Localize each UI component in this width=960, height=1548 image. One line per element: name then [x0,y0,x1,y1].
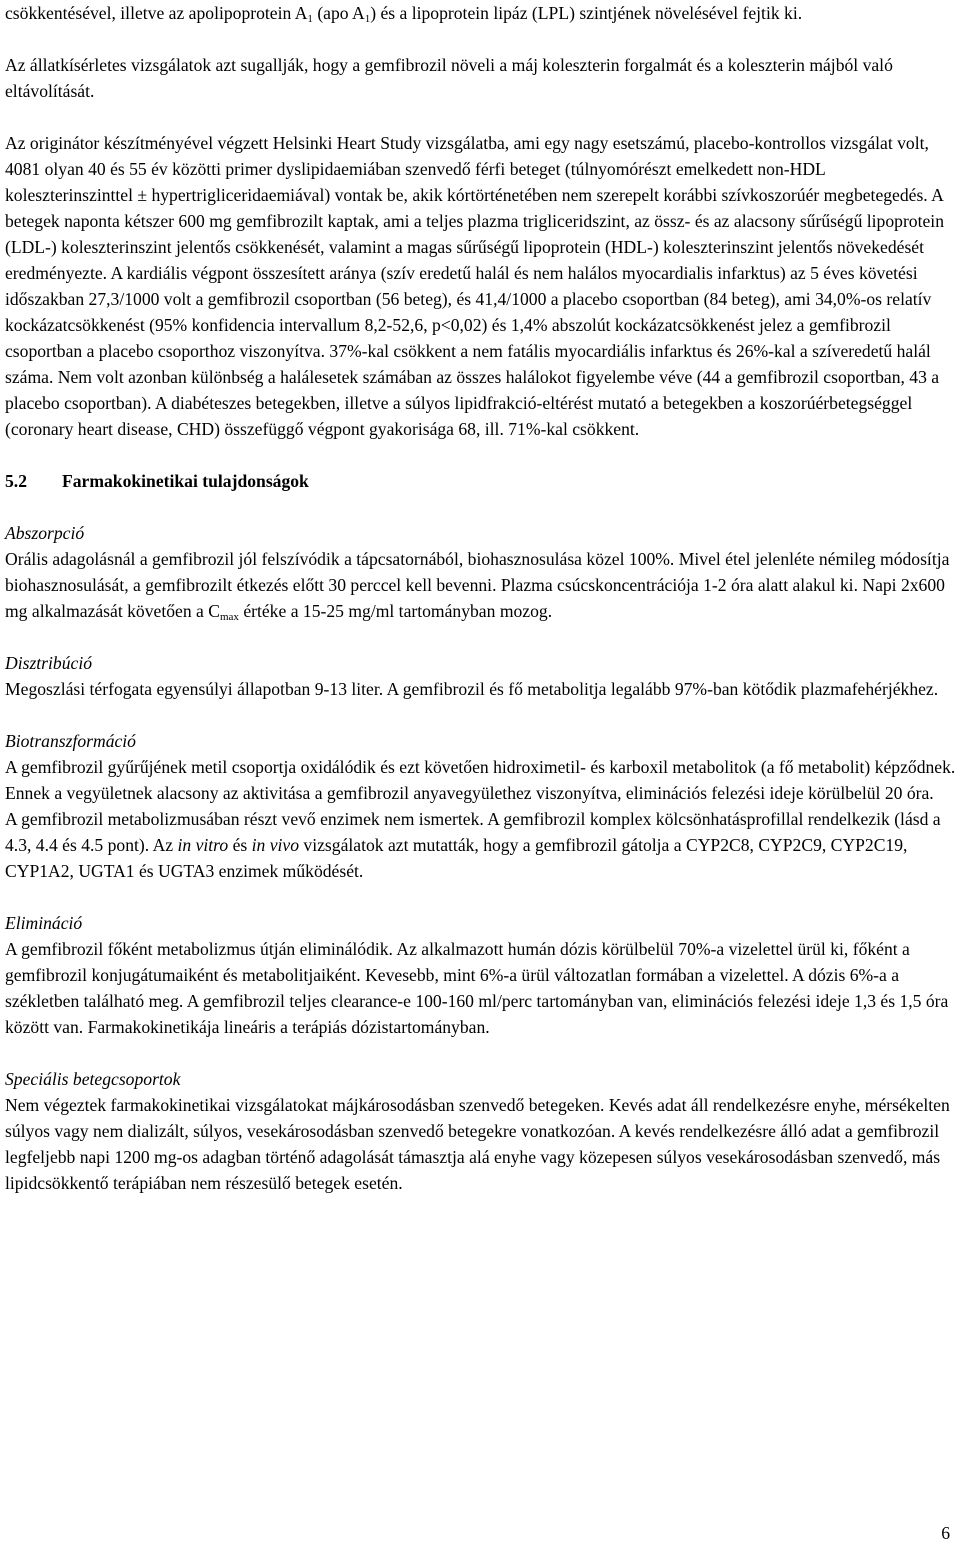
absorption-text-end: értéke a 15-25 mg/ml tartományban mozog. [238,601,553,621]
section-heading [5,468,957,494]
biotransformation-text-2a: A gemfibrozil metabolizmusában részt vevő enzimek nem ismertek. A gemfibrozil komplex kölcsönhatásprofillal rendelkezik (lásd a 4.3, 4.4 és 4.5 pont). Az [5,809,941,855]
absorption-heading: Abszorpció [5,523,85,543]
biotransformation-heading: Biotranszformáció [5,731,136,751]
absorption-subscript: max [219,611,239,623]
document-page [5,0,957,1196]
biotransformation-text-2b: és [228,835,252,855]
special-groups-heading: Speciális betegcsoportok [5,1069,181,1089]
intro-p1-subscript-2: 1 [364,13,371,25]
section-title: Farmakokinetikai tulajdonságok [62,471,309,491]
biotransformation-text-2 [5,806,957,884]
intro-paragraph-2: Az állatkísérletes vizsgálatok azt sugallják, hogy a gemfibrozil növeli a máj koleszterin forgalmát és a koleszterin májból való eltávolítását. [5,55,893,101]
biotransformation-text-2c: vizsgálatok azt mutatták, hogy a gemfibrozil gátolja a CYP2C8, CYP2C9, CYP2C19, CYP1A2, UGTA1 és UGTA3 enzimek működését. [5,835,908,881]
intro-p1-text: csökkentésével, illetve az apolipoprotein A [5,3,308,23]
intro-p1-subscript-1: 1 [307,13,313,25]
absorption-text [5,546,957,624]
distribution-heading: Disztribúció [5,653,92,673]
distribution-text: Megoszlási térfogata egyensúlyi állapotban 9-13 liter. A gemfibrozil és fő metabolitja legalább 97%-ban kötődik plazmafehérjékhez. [5,679,939,699]
biotransformation-text-1: A gemfibrozil gyűrűjének metil csoportja oxidálódik és ezt követően hidroximetil- és karboxil metabolitok (a fő metabolit) képződnek. Ennek a vegyületnek alacsony az aktivitása a gemfibrozil anyavegyülethez viszonyítva, eliminációs felezési ideje körülbelül 20 óra. [5,757,956,803]
absorption-text-main: Orális adagolásnál a gemfibrozil jól felszívódik a tápcsatornából, biohasznosulása közel 100%. Mivel étel jelenléte némileg módosítja biohasznosulását, a gemfibrozilt étkezés előtt 30 perccel kell bevenni. Plazma csúcskoncentrációja 1-2 óra alatt alakul ki. Napi 2x600 mg alkalmazását követően a C [5,549,950,621]
intro-paragraph-3: Az originátor készítményével végzett Helsinki Heart Study vizsgálatba, ami egy nagy esetszámú, placebo-kontrollos vizsgálat volt, 4081 olyan 40 és 55 év közötti primer dyslipidaemiában szenvedő férfi beteget (túlnyomórészt emelkedett non-HDL koleszterinszinttel ± hypertrigliceridaemiával) vontak be, akik kórtörténetében nem szerepelt korábbi szívkoszorúér megbetegedés. A betegek naponta kétszer 600 mg gemfibrozilt kaptak, ami a teljes plazma trigliceridszint, az össz- és az alacsony sűrűségű lipoprotein (LDL-) koleszterinszint jelentős csökkenését, valamint a magas sűrűségű lipoprotein (HDL-) koleszterinszint jelentős növekedését eredményezte. A kardiális végpont összesített aránya (szív eredetű halál és nem halálos myocardialis infarktus) az 5 éves követési időszakban 27,3/1000 volt a gemfibrozil csoportban (56 beteg), és 41,4/1000 a placebo csoportban (84 beteg), ami 34,0%-os relatív kockázatcsökkenést (95% konfidencia intervallum 8,2-52,6, p<0,02) és 1,4% abszolút kockázatcsökkenést jelez a gemfibrozil csoportban a placebo csoporthoz viszonyítva. 37%-kal csökkent a nem fatális myocardiális infarktus és 26%-kal a szíveredetű halál száma. Nem volt azonban különbség a halálesetek számában az összes halálokot figyelembe véve (44 a gemfibrozil csoportban, 43 a placebo csoportban). A diabéteszes betegekben, illetve a súlyos lipidfrakció-eltérést mutató a betegekben a koszorúérbetegséggel (coronary heart disease, CHD) összefüggő végpont gyakorisága 68, ill. 71%-kal csökkent. [5,133,944,439]
in-vitro-italic: in vitro [177,835,229,855]
section-number: 5.2 [5,471,27,491]
intro-p1-text-mid: (apo A [312,3,365,23]
elimination-heading: Elimináció [5,913,83,933]
intro-paragraph-1 [5,0,957,26]
elimination-text: A gemfibrozil főként metabolizmus útján eliminálódik. Az alkalmazott humán dózis körülbelül 70%-a vizelettel ürül ki, főként a gemfibrozil konjugátumaiként és metabolitjaiként. Kevesebb, mint 6%-a ürül változatlan formában a vizelettel. A dózis 6%-a a székletben található meg. A gemfibrozil teljes clearance-e 100-160 ml/perc tartományban van, eliminációs felezési ideje 1,3 és 1,5 óra között van. Farmakokinetikája lineáris a terápiás dózistartományban. [5,939,949,1037]
page-number: 6 [941,1523,950,1543]
in-vivo-italic: in vivo [251,835,300,855]
special-groups-text: Nem végeztek farmakokinetikai vizsgálatokat májkárosodásban szenvedő betegeken. Kevés adat áll rendelkezésre enyhe, mérsékelten súlyos vagy nem dializált, súlyos, vesekárosodásban szenvedő betegekre vonatkozóan. A kevés rendelkezésre álló adat a gemfibrozil legfeljebb napi 1200 mg-os adagban történő adagolását támasztja alá enyhe vagy közepesen súlyos vesekárosodásban szenvedő, más lipidcsökkentő terápiában nem részesülő betegek esetén. [5,1095,950,1193]
intro-p1-text-end: ) és a lipoprotein lipáz (LPL) szintjének növelésével fejtik ki. [370,3,803,23]
